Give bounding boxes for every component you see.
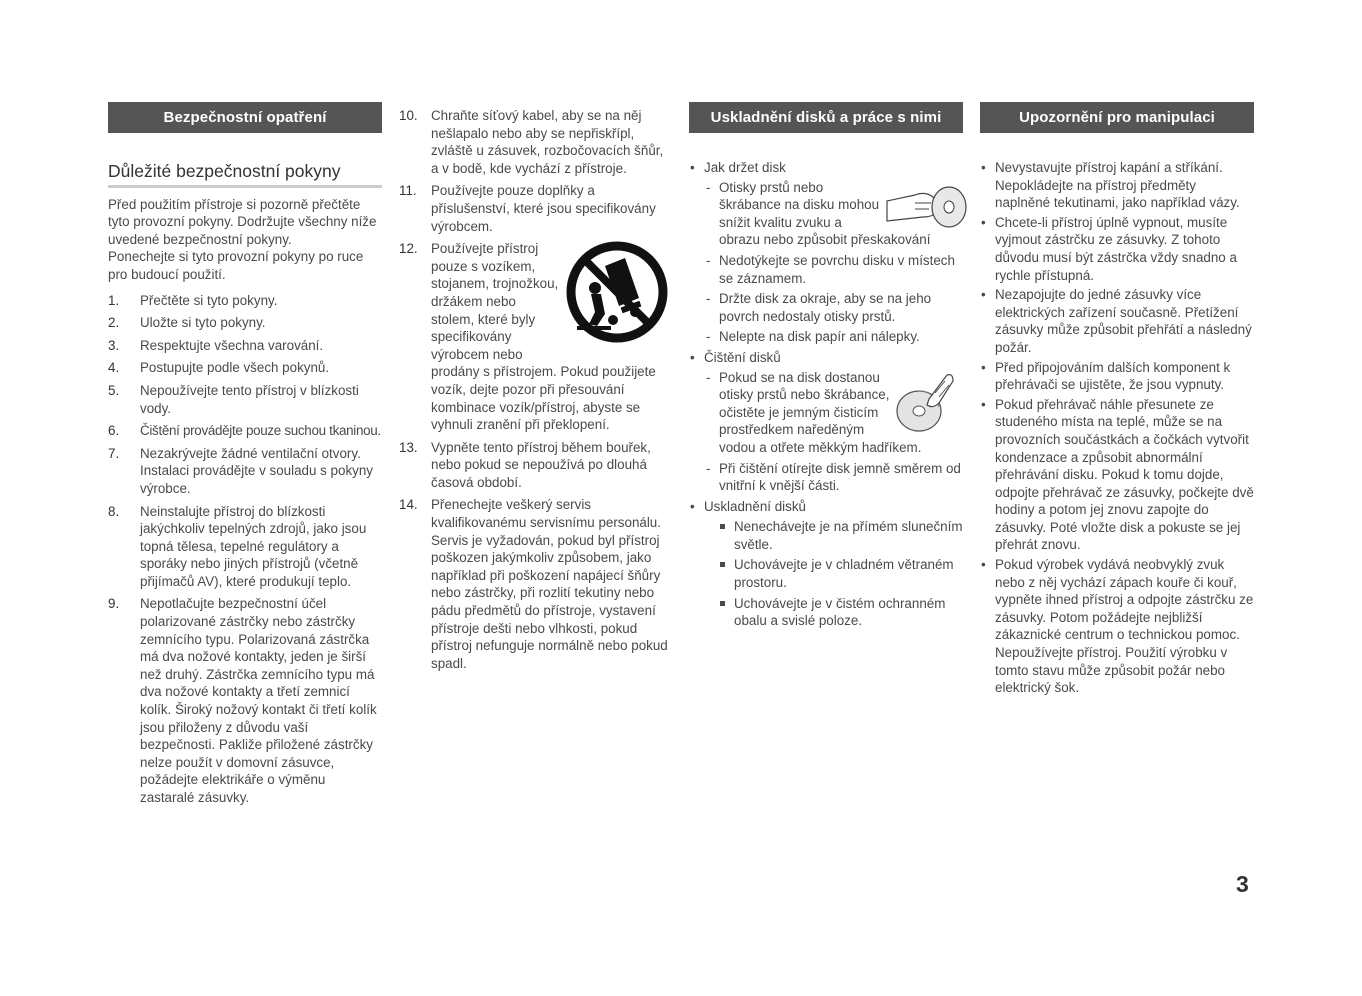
list-item (704, 179, 963, 249)
item-number: 10. (399, 108, 418, 123)
item-text: Používejte přístroj pouze s vozíkem, stojanem, trojnožkou, držákem nebo stolem, které byly specifikovány výrobcem nebo prodány s přístrojem. Pokud použijete vozík, dejte pozor při přesouvání kombinace vozík/přístroj, abyste se vyhnuli zranění při překlopení. (431, 241, 656, 433)
item-text: Nezakrývejte žádné ventilační otvory. Instalaci provádějte v souladu s pokyny výrobce. (140, 445, 373, 496)
item-text: Držte disk za okraje, aby se na jeho povrch nedostaly otisky prstů. (719, 291, 932, 324)
list-item (108, 314, 382, 332)
list-item (108, 422, 382, 440)
item-number: 12. (399, 241, 418, 257)
item-text: Neinstalujte přístroj do blízkosti jakýchkoliv tepelných zdrojů, jako jsou topná tělesa, tepelné regulátory a sporáky nebo jiných přístrojů (včetně přijímačů AV), které produkují teplo. (140, 503, 367, 589)
item-text: Otisky prstů nebo škrábance na disku mohou snížit kvalitu zvuku a obrazu nebo způsobit přeskakování (719, 179, 931, 248)
column-handling (980, 102, 1254, 699)
item-text: Při čištění otírejte disk jemně směrem od vnitřní k vnější části. (719, 460, 961, 494)
list-item (108, 595, 382, 806)
subtitle-important-instructions: Důležité bezpečnostní pokyny (108, 163, 382, 188)
list-item (108, 503, 382, 591)
section-header-safety: Bezpečnostní opatření (108, 102, 382, 133)
item-text: Přečtěte si tyto pokyny. (140, 292, 278, 308)
item-text: Nelepte na disk papír ani nálepky. (719, 329, 920, 345)
section-header-disc-storage: Uskladnění disků a práce s nimi (689, 102, 963, 133)
item-text: Čištění provádějte pouze suchou tkaninou. (140, 423, 381, 439)
disc-care-list (689, 159, 963, 630)
page-number: 3 (1236, 871, 1249, 897)
list-item (108, 292, 382, 310)
item-text: Vypněte tento přístroj během bouřek, nebo pokud se nepoužívá po dlouhá časová období. (431, 439, 651, 490)
item-number: 13. (399, 439, 418, 455)
list-item (399, 182, 671, 235)
store-sublist (704, 518, 963, 630)
list-item (704, 369, 963, 457)
item-number: 5. (108, 382, 120, 398)
item-text: Nezapojujte do jedné zásuvky více elektrických zařízení současně. Přetížení zásuvky může způsobit přehřátí a následný požár. (995, 287, 1252, 355)
list-item (980, 396, 1254, 554)
list-item (704, 290, 963, 325)
item-number: 4. (108, 360, 120, 376)
item-text: Nedotýkejte se povrchu disku v místech se záznamem. (719, 252, 955, 286)
list-item (704, 460, 963, 495)
list-item (704, 518, 963, 553)
list-item (399, 439, 671, 492)
item-text: Chraňte síťový kabel, aby se na něj nešlapalo nebo aby se nepřiskřípl, zvláště u zásuvek, rozbočovacích šňůr, a v bodě, kde vychází z přístroje. (431, 108, 664, 176)
hand-holding-disc-icon (885, 181, 969, 231)
list-item (399, 240, 671, 434)
list-item (980, 214, 1254, 284)
hold-sublist (704, 179, 963, 346)
section-header-handling: Upozornění pro manipulaci (980, 102, 1254, 133)
hold-title: Jak držet disk (704, 160, 786, 175)
item-text: Nevystavujte přístroj kapání a stříkání. Nepokládejte na přístroj předměty naplněné tekutinami, jako například vázy. (995, 160, 1240, 211)
item-text: Nenechávejte je na přímém slunečním světle. (734, 519, 963, 552)
list-item (980, 286, 1254, 356)
disc-cleaning-icon (895, 369, 955, 439)
cart-warning-icon (565, 240, 671, 348)
item-text: Chcete-li přístroj úplně vypnout, musíte vyjmout zástrčku ze zásuvky. Z tohoto důvodu musí být zástrčka vždy snadno a rychle přístupná. (995, 214, 1237, 283)
item-text: Postupujte podle všech pokynů. (140, 360, 330, 376)
list-item (689, 159, 963, 346)
item-number: 6. (108, 423, 120, 439)
item-text: Před připojováním dalších komponent k přehrávači se ujistěte, že jsou vypnuty. (995, 359, 1231, 393)
clean-sublist (704, 369, 963, 495)
list-item (980, 159, 1254, 212)
list-item (704, 328, 963, 346)
column-safety-continued (399, 107, 671, 677)
list-item (704, 595, 963, 630)
list-item (108, 382, 382, 417)
intro-text (108, 196, 382, 284)
list-item (108, 337, 382, 355)
item-number: 11. (399, 183, 417, 199)
item-text: Používejte pouze doplňky a příslušenství, které jsou specifikovány výrobcem. (431, 183, 656, 234)
list-item (980, 359, 1254, 394)
list-item (689, 498, 963, 630)
item-number: 9. (108, 596, 120, 612)
item-text: Pokud výrobek vydává neobvyklý zvuk nebo z něj vychází zápach kouře či kouř, vypněte ihned přístroj a odpojte zástrčku ze zásuvky. Potom požádejte nejbližší zákaznické centrum o technickou pomoc. Nepoužívejte přístroj. Použití výrobku v tomto stavu může způsobit požár nebo elektrický šok. (995, 557, 1254, 696)
clean-title: Čištění disků (704, 349, 781, 365)
list-item (704, 556, 963, 591)
item-text: Pokud přehrávač náhle přesunete ze studeného místa na teplé, může se na provozních součástkách a čočkách vytvořit kondenzace a způsobit abnormální přehrávání disku. Pokud k tomu dojde, odpojte přehrávač ze zásuvky, počkejte dvě hodiny a potom jej znovu zapojte do zásuvky. Poté vložte disk a pokuste se jej přehrát znovu. (995, 396, 1254, 553)
column-safety (108, 102, 382, 812)
item-number: 2. (108, 315, 120, 331)
item-text: Uložte si tyto pokyny. (140, 315, 266, 331)
safety-list-continued (399, 107, 671, 672)
item-text: Nepoužívejte tento přístroj v blízkosti vody. (140, 382, 359, 416)
item-number: 1. (108, 292, 120, 308)
item-text: Uchovávejte je v chladném větraném prostoru. (734, 557, 954, 591)
intro-paragraph-1: Před použitím přístroje si pozorně přečtěte tyto provozní pokyny. Dodržujte všechny níže uvedené bezpečnostní pokyny. (108, 196, 377, 247)
intro-paragraph-2: Ponechejte si tyto provozní pokyny po ruce pro budoucí použití. (108, 249, 364, 282)
handling-list (980, 159, 1254, 697)
list-item (689, 349, 963, 495)
list-item (108, 359, 382, 377)
item-text: Respektujte všechna varování. (140, 337, 324, 353)
list-item (399, 107, 671, 177)
item-number: 14. (399, 497, 418, 513)
item-text: Uchovávejte je v čistém ochranném obalu a svislé poloze. (734, 595, 946, 629)
column-disc-storage (689, 102, 963, 633)
store-title: Uskladnění disků (704, 498, 806, 514)
item-number: 7. (108, 445, 120, 461)
item-number: 3. (108, 337, 120, 353)
item-text: Nepotlačujte bezpečnostní účel polarizované zástrčky nebo zástrčky zemnícího typu. Polarizovaná zástrčka má dva nožové kontakty, jeden je širší než druhý. Zástrčka zemnícího typu má dva nožové kontakty a třetí zemnicí kolík. Široký nožový kontakt či třetí kolík jsou přiloženy z důvodu vaší bezpečnosti. Pakliže přiložené zástrčky nelze použít v domovní zásuvce, požádejte elektrikáře o výměnu zastaralé zásuvky. (140, 596, 377, 805)
item-text: Pokud se na disk dostanou otisky prstů nebo škrábance, očistěte je jemným čisticím prostředkem naředěným vodou a otřete měkkým hadříkem. (719, 369, 922, 455)
list-item (108, 445, 382, 498)
safety-list (108, 292, 382, 807)
list-item (704, 252, 963, 287)
list-item (399, 496, 671, 672)
list-item (980, 556, 1254, 697)
item-text: Přenechejte veškerý servis kvalifikovanému servisnímu personálu. Servis je vyžadován, pokud byl přístroj poškozen jakýmkoliv způsobem, jako například při poškození napájecí šňůry nebo zástrčky, při rozlití tekutiny nebo pádu předmětů do přístroje, vystavení přístroje dešti nebo vlhkosti, pokud přístroj nefunguje normálně nebo pokud spadl. (431, 497, 668, 671)
item-number: 8. (108, 503, 120, 519)
